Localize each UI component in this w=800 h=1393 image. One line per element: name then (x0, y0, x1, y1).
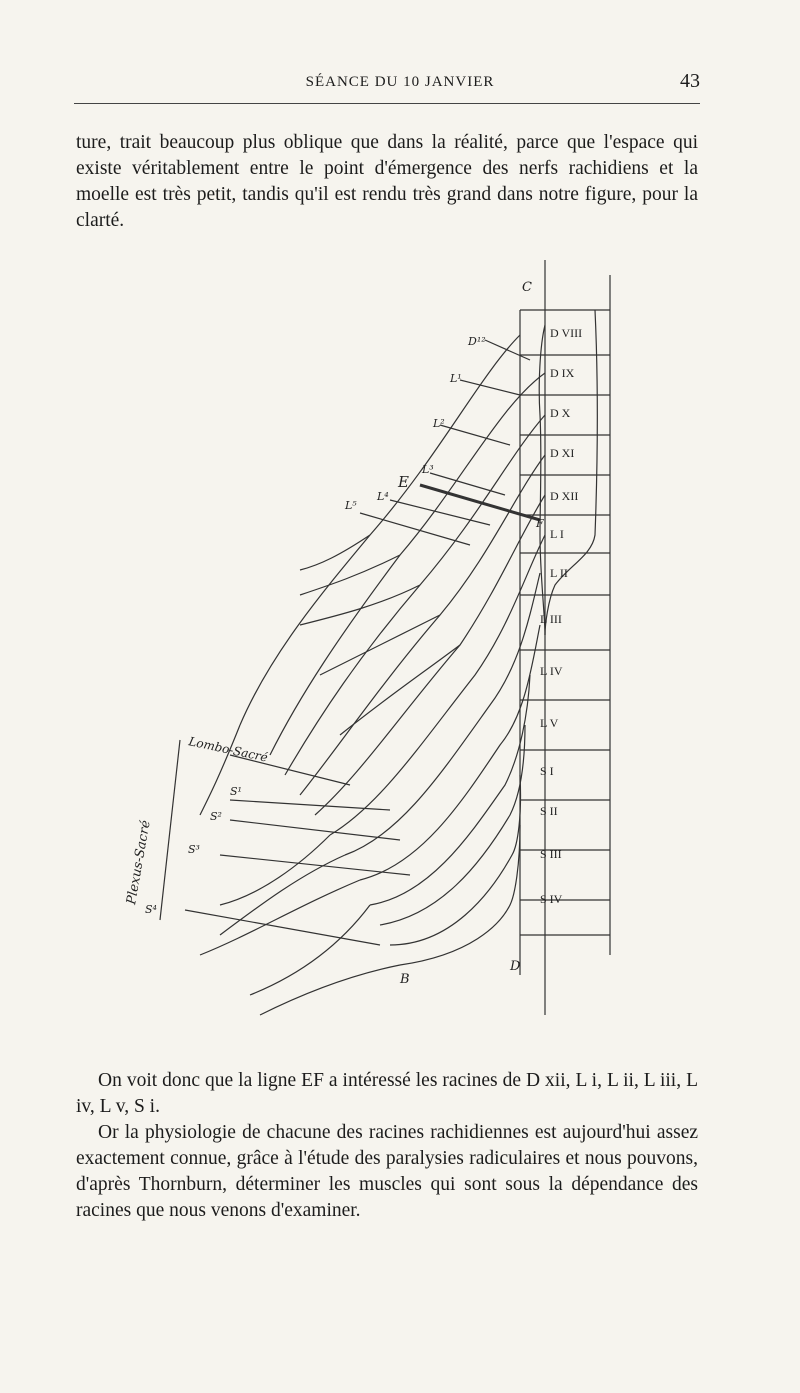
segment-l4: L IV (540, 664, 563, 678)
root-label-l2: L² (433, 417, 445, 430)
segment-d9: D IX (550, 366, 575, 380)
bottom-mark-b: B (400, 972, 410, 987)
plexus-lombo-sacre-label: Lombo-Sacré (187, 734, 269, 765)
root-label-l5: L⁵ (345, 499, 357, 512)
paragraph-2: On voit donc que la ligne EF a intéressé les racines de D xii, L i, L ii, L iii, L iv, L v, S i. (76, 1070, 698, 1117)
segment-l5: L V (540, 716, 559, 730)
bottom-mark-d: D (510, 959, 521, 974)
segment-l2: L II (550, 566, 568, 580)
root-label-l3: L³ (422, 463, 434, 476)
sacral-label-s2: S² (210, 810, 222, 823)
segment-d11: D XI (550, 446, 575, 460)
figure-label-c: C (522, 280, 532, 295)
running-header (0, 70, 800, 96)
root-label-l1: L¹ (450, 372, 462, 385)
root-label-d12: D¹² (468, 335, 486, 348)
segment-d10: D X (550, 406, 571, 420)
paragraph-3: Or la physiologie de chacune des racines rachidiennes est aujourd'hui assez exactement connue, grâce à l'étude des paralysies radiculaires et nous pouvons, d'après Thornburn, déterminer les muscles qui sont sous la dépendance des racines que nous venons d'examiner. (76, 1122, 698, 1221)
root-label-l4: L⁴ (377, 490, 389, 503)
paragraph-1: ture, trait beaucoup plus oblique que dans la réalité, parce que l'espace qui existe véritablement entre le point d'émergence des nerfs rachidiens et la moelle est très petit, tandis qu'il est rendu très grand dans notre figure, pour la clarté. (76, 132, 698, 231)
header-title: SÉANCE DU 10 JANVIER (305, 74, 495, 90)
plexus-sacre-label: Plexus-Sacré (124, 819, 154, 906)
page-number: 43 (680, 70, 700, 92)
segment-s2: S II (540, 804, 558, 818)
segment-l3: L III (540, 612, 562, 626)
segment-d8: D VIII (550, 326, 583, 340)
segment-s1: S I (540, 764, 554, 778)
sacral-label-s3: S³ (188, 843, 200, 856)
figure-label-e: E (398, 473, 409, 491)
segment-s3: S III (540, 847, 562, 861)
segment-s4: S IV (540, 892, 563, 906)
segment-d12: D XII (550, 489, 579, 503)
segment-l1: L I (550, 527, 564, 541)
figure-drawing (100, 255, 700, 1035)
spinal-roots-figure (100, 255, 700, 1035)
figure-label-f: F (536, 517, 544, 530)
sacral-label-s4: S⁴ (145, 903, 157, 916)
sacral-label-s1: S¹ (230, 785, 242, 798)
header-rule (74, 103, 700, 104)
